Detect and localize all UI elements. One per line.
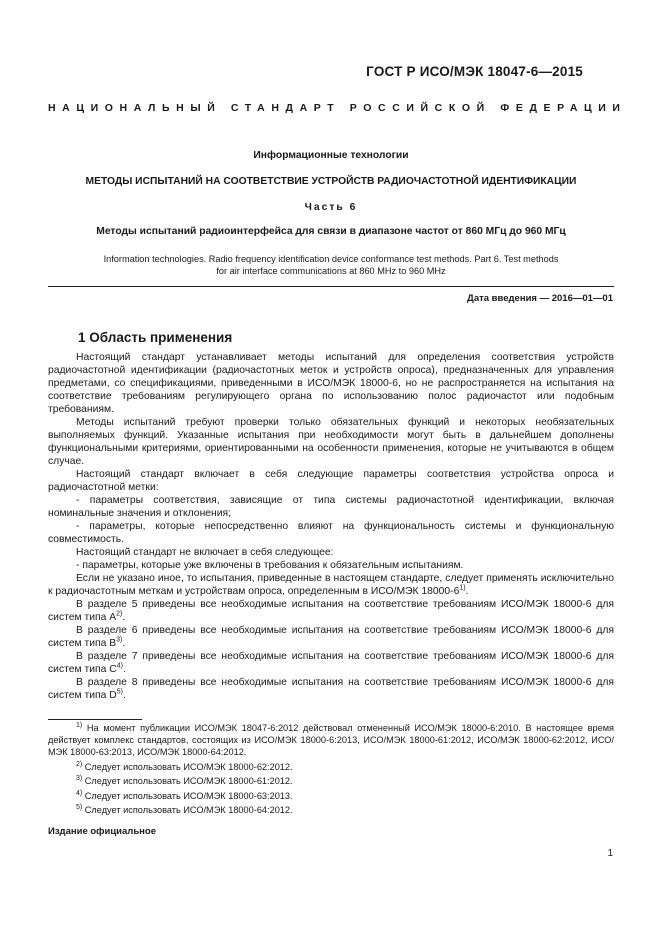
footnote-mark: 3) (76, 774, 83, 782)
footnote-ref[interactable]: 3) (116, 636, 123, 644)
paragraph: Настоящий стандарт включает в себя следующие параметры соответствия устройства опроса и радиочастотной метки: (48, 469, 614, 493)
paragraph-text: В разделе 6 приведены все необходимые испытания на соответствие требованиям ИСО/МЭК 18000-6 для систем типа В (48, 625, 614, 649)
footnote-text: Следует использовать ИСО/МЭК 18000-64:2012. (82, 805, 293, 815)
footnotes (48, 722, 614, 819)
title-english: Information technologies. Radio frequency identification device conformance test methods. Part 6. Test methods for air interface communications at 860 MHz to 960 MHz (103, 254, 559, 276)
footnote (48, 722, 614, 758)
title-subtitle: Методы испытаний радиоинтерфейса для связи в диапазоне частот от 860 МГц до 960 МГц (96, 226, 566, 237)
footnote-ref[interactable]: 4) (116, 662, 123, 670)
page-number: 1 (607, 848, 613, 859)
paragraph: Настоящий стандарт устанавливает методы испытаний для определения соответствия устройств радиочастотной идентификации (радиочастотных меток и устройств опроса), предназначенных для управления предметами, со спецификациями, приведенными в ИСО/МЭК 18000-6, но не распространяется на испытания на соответствие требованиям регулирующего органа по использованию полос радиочастот или подобным требованиям. (48, 352, 614, 415)
footnote-mark: 4) (76, 789, 83, 797)
title-part: Часть 6 (304, 202, 358, 213)
paragraph-text: В разделе 5 приведены все необходимые испытания на соответствие требованиям ИСО/МЭК 18000-6 для систем типа А (48, 599, 614, 623)
paragraph: Настоящий стандарт не включает в себя следующее: (76, 547, 334, 558)
paragraph-text: В разделе 7 приведены все необходимые испытания на соответствие требованиям ИСО/МЭК 18000-6 для систем типа С (48, 651, 614, 675)
footnote-divider (48, 719, 142, 720)
paragraph: - параметры соответствия, зависящие от типа системы радиочастотной идентификации, включая номинальные значения и отклонения; (48, 495, 614, 519)
footnote-mark: 2) (76, 760, 83, 768)
paragraph-end: . (122, 690, 126, 701)
paragraph: - параметры, которые непосредственно влияют на функциональность системы и функциональную совместимость. (48, 521, 614, 545)
footnote-text: Следует использовать ИСО/МЭК 18000-63:2013. (82, 790, 293, 801)
footnote-text: Следует использовать ИСО/МЭК 18000-61:2012. (82, 776, 293, 786)
paragraph (48, 624, 614, 650)
footnote (48, 761, 614, 773)
title-methods: МЕТОДЫ ИСПЫТАНИЙ НА СООТВЕТСТВИЕ УСТРОЙСТВ РАДИОЧАСТОТНОЙ ИДЕНТИФИКАЦИИ (85, 176, 577, 187)
paragraph (48, 598, 614, 624)
document-number: ГОСТ Р ИСО/МЭК 18047-6—2015 (366, 64, 583, 79)
footnote-ref[interactable]: 2) (116, 610, 123, 618)
section-heading: 1 Область применения (78, 330, 233, 345)
footnote (48, 804, 614, 816)
national-standard-heading: НАЦИОНАЛЬНЫЙ СТАНДАРТ РОССИЙСКОЙ ФЕДЕРАЦИИ (48, 102, 627, 114)
paragraph-text: Если не указано иное, то испытания, приведенные в настоящем стандарте, следует применять исключительно к радиочастотным меткам и устройствам опроса, определенным в ИСО/МЭК 18000-6 (48, 573, 614, 597)
footnote-text: На момент публикации ИСО/МЭК 18047-6:2012 действовал отмененный ИСО/МЭК 18000-6:2010. В настоящее время действует комплекс стандартов, состоящих из ИСО/МЭК 18000-6:2013, ИСО/МЭК 18000-61:2012, ИСО/МЭК 18000-62:2012, ИСО/МЭК 18000-63:2013, ИСО/МЭК 18000-64:2012. (48, 723, 614, 757)
paragraph-end: . (122, 664, 126, 675)
paragraph-text: В разделе 8 приведены все необходимые испытания на соответствие требованиям ИСО/МЭК 18000-6 для систем типа D (48, 677, 614, 701)
paragraph: Методы испытаний требуют проверки только обязательных функций и некоторых необязательных выполняемых функций. Указанные испытания при необходимости могут быть в дальнейшем дополнены функциональными критериями, ориентированными на особенности применения, которые не учитываются в общем случае. (48, 417, 614, 467)
introduction-date: Дата введения — 2016—01—01 (467, 293, 613, 304)
footnote (48, 775, 614, 787)
footnote-ref[interactable]: 5) (116, 688, 123, 696)
official-edition-label: Издание официальное (48, 826, 156, 837)
paragraph (48, 572, 614, 598)
footnote-ref[interactable]: 1) (459, 584, 466, 592)
paragraph (48, 650, 614, 676)
section-body (48, 351, 614, 702)
footnote (48, 790, 614, 802)
footnote-mark: 1) (76, 721, 83, 729)
paragraph: - параметры, которые уже включены в требования к обязательным испытаниям. (76, 560, 464, 571)
title-divider (48, 286, 614, 287)
paragraph-end: . (122, 612, 126, 623)
title-main: Информационные технологии (253, 150, 409, 161)
paragraph (48, 676, 614, 702)
footnote-mark: 5) (76, 803, 83, 811)
footnote-text: Следует использовать ИСО/МЭК 18000-62:2012. (82, 761, 293, 772)
paragraph-end: . (122, 638, 126, 649)
paragraph-end: . (465, 586, 469, 597)
